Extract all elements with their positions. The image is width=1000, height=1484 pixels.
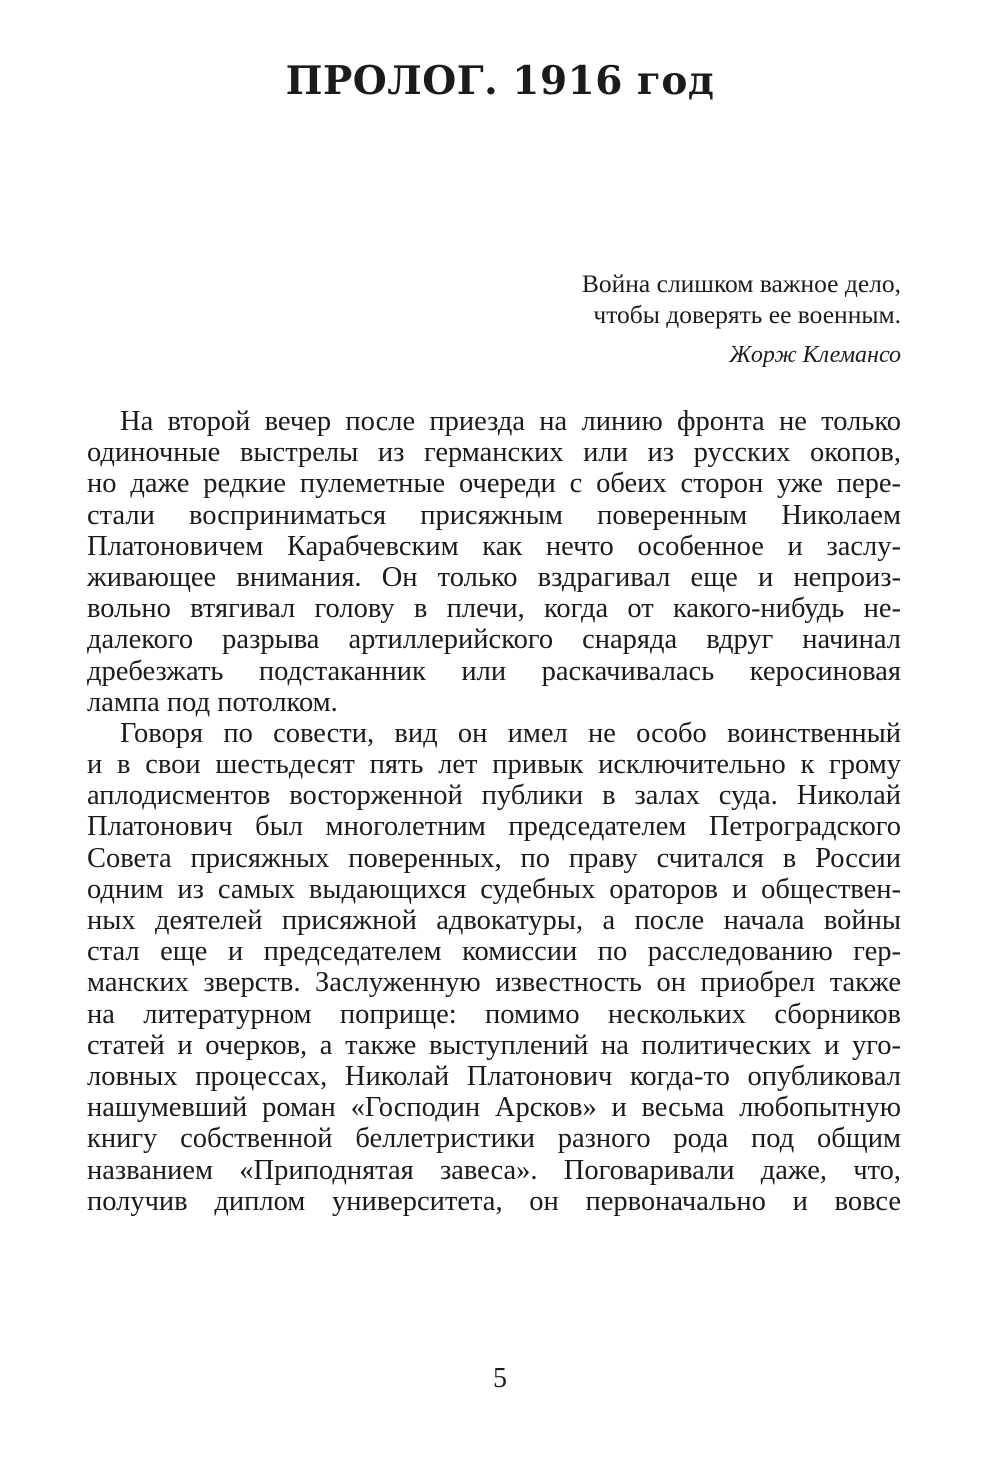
text-line: Говоря по совести, вид он имел не особо воинственный — [120, 717, 901, 749]
text-line: ных деятелей присяжной адвокатуры, а после начала войны — [87, 905, 901, 936]
text-line: но даже редкие пулеметные очереди с обеих сторон уже пере- — [87, 468, 901, 500]
text-line: вольно втягивал голову в плечи, когда от какого-нибудь не- — [87, 593, 901, 625]
text-line: получив диплом университета, он первоначально и вовсе — [87, 1185, 901, 1217]
chapter-title: ПРОЛОГ. 1916 год — [285, 58, 715, 104]
text-line: далекого разрыва артиллерийского снаряда вдруг начинал — [87, 624, 901, 656]
epigraph-author: Жорж Клемансо — [729, 342, 901, 368]
text-line: стал еще и председателем комиссии по расследованию гер- — [87, 936, 901, 968]
text-line: и в свои шестьдесят пять лет привык исключительно к грому — [87, 749, 901, 781]
text-line: Платоновичем Карабчевским как нечто особенное и заслу- — [87, 530, 901, 562]
text-line: На второй вечер после приезда на линию фронта не только — [120, 406, 901, 437]
text-line: лампа под потолком. — [87, 686, 338, 718]
text-line: книгу собственной беллетристики разного рода под общим — [87, 1123, 901, 1155]
epigraph-line: Война слишком важное дело, — [581, 269, 901, 298]
text-line: ловных процессах, Николай Платонович когда-то опубликовал — [87, 1060, 901, 1092]
text-line: аплодисментов восторженной публики в залах суда. Николай — [87, 780, 901, 812]
text-line: живающее внимания. Он только вздрагивал еще и непроиз- — [87, 561, 901, 593]
text-line: манских зверств. Заслуженную известность он приобрел также — [87, 967, 901, 999]
text-line: названием «Приподнятая завеса». Поговаривали даже, что, — [87, 1154, 901, 1186]
text-line: статей и очерков, а также выступлений на политических и уго- — [87, 1029, 901, 1061]
epigraph — [582, 268, 901, 371]
text-line: Совета присяжных поверенных, по праву считался в России — [87, 842, 901, 874]
epigraph-line: чтобы доверять ее военным. — [593, 300, 901, 329]
text-line: дребезжать подстаканник или раскачивалась керосиновая — [87, 655, 901, 687]
text-line: одиночные выстрелы из германских или из русских окопов, — [87, 437, 901, 469]
page-number: 5 — [493, 1363, 507, 1394]
text-line: одним из самых выдающихся судебных ораторов и обществен- — [87, 873, 901, 905]
text-line: нашумевший роман «Господин Арсков» и весьма любопытную — [87, 1092, 901, 1124]
text-line: на литературном поприще: помимо нескольких сборников — [87, 998, 901, 1030]
text-line: Платонович был многолетним председателем Петроградского — [87, 811, 901, 843]
body-text — [87, 406, 901, 1217]
text-line: стали восприниматься присяжным поверенным Николаем — [87, 499, 901, 531]
